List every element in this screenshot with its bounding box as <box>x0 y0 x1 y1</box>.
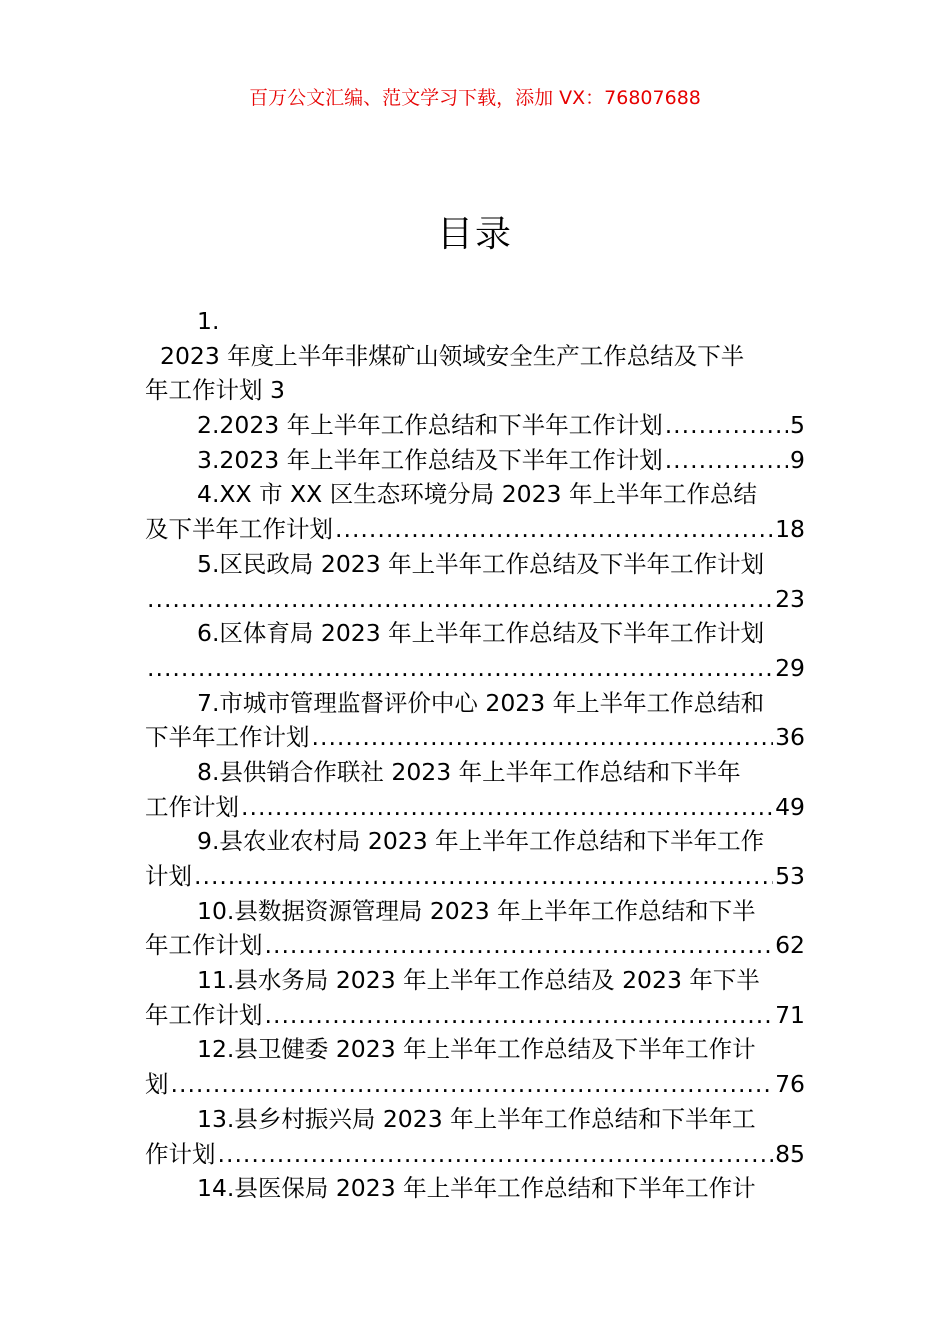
toc-entry-7-title: 7.市城市管理监督评价中心 2023 年上半年工作总结和 <box>197 688 765 717</box>
toc-leader-dots <box>665 408 788 443</box>
toc-leader-dots <box>194 859 773 894</box>
toc-entry-4-line-2[interactable] <box>145 512 805 547</box>
toc-entry-9-line-1[interactable] <box>145 824 805 859</box>
toc-entry-13-line-1[interactable] <box>145 1102 805 1137</box>
toc-entry-10-title-cont: 年工作计划 <box>145 931 263 960</box>
toc-entry-4-page: 18 <box>775 515 805 544</box>
toc-entry-1-title: 2023 年度上半年非煤矿山领域安全生产工作总结及下半 <box>160 341 745 370</box>
toc-entry-1-line-3[interactable] <box>145 373 805 408</box>
toc-entry-1-number: 1. <box>197 307 220 335</box>
toc-entry-14-title: 14.县医保局 2023 年上半年工作总结和下半年工作计 <box>197 1174 756 1203</box>
toc-entry-12-line-2[interactable] <box>145 1067 805 1102</box>
page-title: 目录 <box>436 214 513 255</box>
toc-entry-9-title-cont: 计划 <box>145 862 192 890</box>
toc-entry-6-page: 29 <box>775 653 805 682</box>
toc-entry-5-line-1[interactable] <box>145 547 805 582</box>
toc-entry-10-line-2[interactable] <box>145 928 805 963</box>
toc-entry-9-page: 53 <box>775 862 805 890</box>
toc-entry-3-title: 3.2023 年上半年工作总结及下半年工作计划 <box>197 445 663 474</box>
toc-entry-5-page: 23 <box>775 584 805 613</box>
toc-leader-dots <box>171 1067 774 1102</box>
toc-entry-9-line-2[interactable] <box>145 859 805 894</box>
header-watermark-note: 百万公文汇编、范文学习下载，添加 VX：76807688 <box>249 87 701 109</box>
toc-entry-14-line-1[interactable] <box>145 1171 805 1206</box>
toc-entry-1-title-cont: 年工作计划 3 <box>145 376 285 405</box>
toc-entry-8-title-cont: 工作计划 <box>145 792 239 821</box>
toc-entry-13-title: 13.县乡村振兴局 2023 年上半年工作总结和下半年工 <box>197 1104 756 1133</box>
toc-entry-11-title: 11.县水务局 2023 年上半年工作总结及 2023 年下半 <box>197 966 760 995</box>
toc-entry-4-title: 4.XX 市 XX 区生态环境分局 2023 年上半年工作总结 <box>197 480 757 509</box>
toc-leader-dots <box>147 651 773 686</box>
toc-entry-8-title: 8.县供销合作联社 2023 年上半年工作总结和下半年 <box>197 757 741 786</box>
toc-entry-11-line-2[interactable] <box>145 998 805 1033</box>
toc-entry-13-title-cont: 作计划 <box>145 1139 216 1168</box>
toc-entry-5-line-2[interactable] <box>145 582 805 617</box>
toc-entry-7-title-cont: 下半年工作计划 <box>145 723 310 752</box>
toc-entry-12-line-1[interactable] <box>145 1032 805 1067</box>
toc-entry-2-page: 5 <box>790 411 805 440</box>
toc-leader-dots <box>147 582 773 617</box>
toc-entry-6-title: 6.区体育局 2023 年上半年工作总结及下半年工作计划 <box>197 619 765 648</box>
toc-entry-6-line-2[interactable] <box>145 651 805 686</box>
toc-leader-dots <box>665 443 788 478</box>
toc-entry-4-line-1[interactable] <box>145 477 805 512</box>
toc-leader-dots <box>265 998 774 1033</box>
toc-entry-10-page: 62 <box>775 931 805 960</box>
toc-entry-1-line-1[interactable] <box>145 304 805 339</box>
toc-entry-7-line-1[interactable] <box>145 686 805 721</box>
toc-entry-13-page: 85 <box>775 1139 805 1168</box>
toc-entry-8-line-1[interactable] <box>145 755 805 790</box>
toc-entry-11-title-cont: 年工作计划 <box>145 1000 263 1029</box>
toc-entry-8-line-2[interactable] <box>145 790 805 825</box>
toc-entry-11-line-1[interactable] <box>145 963 805 998</box>
toc-entry-7-line-2[interactable] <box>145 720 805 755</box>
toc-entry-9-title: 9.县农业农村局 2023 年上半年工作总结和下半年工作 <box>197 827 765 856</box>
toc-entry-3[interactable] <box>145 443 805 478</box>
toc-entry-6-line-1[interactable] <box>145 616 805 651</box>
toc-leader-dots <box>312 720 774 755</box>
toc-entry-12-title: 12.县卫健委 2023 年上半年工作总结及下半年工作计 <box>197 1035 756 1064</box>
toc-entry-10-line-1[interactable] <box>145 894 805 929</box>
toc-entry-12-page: 76 <box>775 1070 805 1099</box>
toc-entry-7-page: 36 <box>775 723 805 752</box>
toc-entry-2[interactable] <box>145 408 805 443</box>
toc-entry-4-title-cont: 及下半年工作计划 <box>145 515 333 544</box>
toc-leader-dots <box>241 790 773 825</box>
toc-entry-2-title: 2.2023 年上半年工作总结和下半年工作计划 <box>197 411 663 440</box>
toc-entry-11-page: 71 <box>775 1000 805 1029</box>
table-of-contents <box>145 304 805 1206</box>
toc-entry-5-title: 5.区民政局 2023 年上半年工作总结及下半年工作计划 <box>197 549 765 578</box>
toc-leader-dots <box>335 512 773 547</box>
toc-leader-dots <box>218 1137 774 1172</box>
toc-leader-dots <box>265 928 774 963</box>
toc-entry-12-title-cont: 划 <box>145 1070 169 1099</box>
toc-entry-13-line-2[interactable] <box>145 1137 805 1172</box>
toc-entry-10-title: 10.县数据资源管理局 2023 年上半年工作总结和下半 <box>197 896 756 925</box>
toc-entry-1-line-2[interactable] <box>145 339 805 374</box>
toc-entry-3-page: 9 <box>790 445 805 474</box>
toc-entry-8-page: 49 <box>775 792 805 821</box>
